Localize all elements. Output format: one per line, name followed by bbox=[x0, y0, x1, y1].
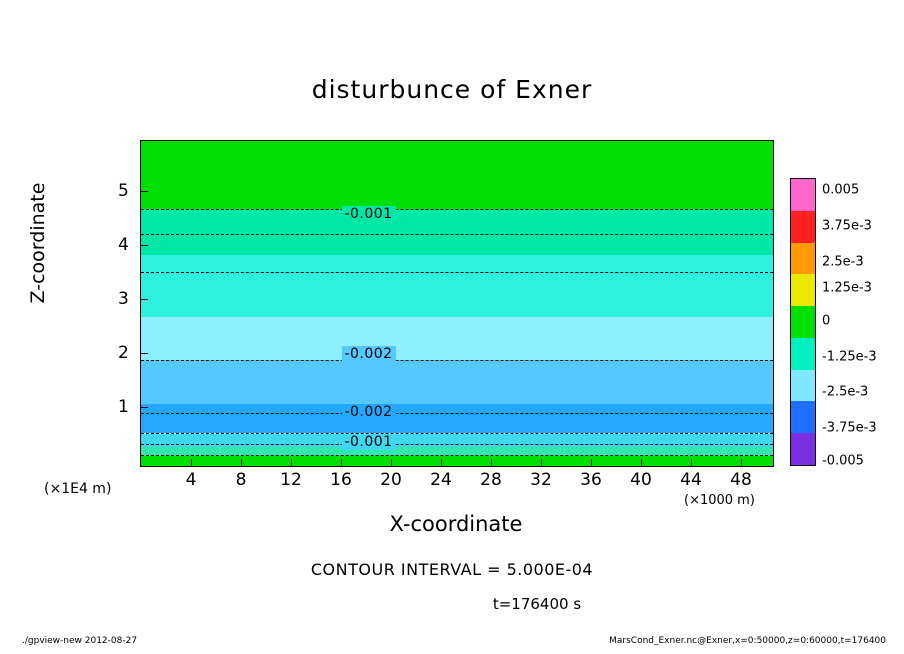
contour-label: -0.002 bbox=[341, 404, 395, 420]
contour-interval-note: CONTOUR INTERVAL = 5.000E-04 bbox=[310, 560, 594, 579]
colorbar-segment bbox=[791, 433, 815, 465]
x-tick-label: 32 bbox=[530, 470, 552, 490]
colorbar-label: 3.75e-3 bbox=[822, 218, 872, 234]
y-axis-label: Z-coordinate bbox=[27, 182, 49, 304]
y-tick-label: 2 bbox=[118, 343, 129, 363]
x-tick-label: 40 bbox=[630, 470, 652, 490]
y-tick-label: 1 bbox=[118, 397, 129, 417]
colorbar-segment bbox=[791, 179, 815, 211]
x-axis-label: X-coordinate bbox=[389, 512, 523, 536]
contour-line-5 bbox=[141, 413, 773, 414]
contour-line-4 bbox=[141, 360, 773, 361]
x-tick-mark bbox=[691, 459, 692, 466]
colorbar-segment bbox=[791, 243, 815, 275]
contour-line-7 bbox=[141, 444, 773, 445]
band-2 bbox=[141, 255, 773, 317]
contour-label: -0.001 bbox=[341, 206, 395, 222]
x-tick-label: 24 bbox=[430, 470, 452, 490]
y-tick-mark bbox=[141, 407, 148, 408]
colorbar-segment bbox=[791, 274, 815, 306]
y-tick-mark bbox=[141, 353, 148, 354]
band-6 bbox=[141, 434, 773, 448]
footer-left: ./gpview-new 2012-08-27 bbox=[22, 636, 138, 646]
band-0 bbox=[141, 141, 773, 209]
colorbar-label: 0 bbox=[822, 313, 831, 329]
band-5 bbox=[141, 404, 773, 434]
colorbar-label: -0.005 bbox=[822, 453, 864, 469]
x-tick-mark bbox=[591, 459, 592, 466]
contour-line-2 bbox=[141, 234, 773, 235]
x-tick-label: 44 bbox=[680, 470, 702, 490]
x-tick-label: 48 bbox=[730, 470, 752, 490]
band-1 bbox=[141, 209, 773, 255]
colorbar-segment bbox=[791, 306, 815, 338]
x-tick-mark bbox=[191, 459, 192, 466]
colorbar-label: 1.25e-3 bbox=[822, 280, 872, 296]
band-8 bbox=[141, 456, 773, 466]
contour-plot-area bbox=[140, 140, 774, 467]
contour-line-1 bbox=[141, 209, 773, 210]
x-tick-mark bbox=[441, 459, 442, 466]
x-tick-mark bbox=[491, 459, 492, 466]
colorbar-segment bbox=[791, 401, 815, 433]
x-tick-mark bbox=[741, 459, 742, 466]
colorbar-segment bbox=[791, 338, 815, 370]
y-tick-mark bbox=[141, 299, 148, 300]
y-tick-label: 3 bbox=[118, 289, 129, 309]
contour-line-6 bbox=[141, 433, 773, 434]
colorbar-label: -2.5e-3 bbox=[822, 384, 869, 400]
x-tick-label: 4 bbox=[185, 470, 197, 490]
x-tick-label: 12 bbox=[280, 470, 302, 490]
x-axis-unit: (×1000 m) bbox=[684, 493, 755, 508]
colorbar-label: -3.75e-3 bbox=[822, 420, 877, 436]
x-tick-label: 16 bbox=[330, 470, 352, 490]
contour-line-3 bbox=[141, 272, 773, 273]
colorbar-label: -1.25e-3 bbox=[822, 349, 877, 365]
colorbar bbox=[790, 178, 816, 466]
x-tick-label: 20 bbox=[380, 470, 402, 490]
band-4 bbox=[141, 360, 773, 403]
y-tick-mark bbox=[141, 245, 148, 246]
footer-right: MarsCond_Exner.nc@Exner,x=0:50000,z=0:60000,t=176400 bbox=[609, 636, 886, 646]
y-tick-mark bbox=[141, 191, 148, 192]
contour-line-8 bbox=[141, 455, 773, 456]
y-tick-label: 4 bbox=[118, 235, 129, 255]
colorbar-segment bbox=[791, 370, 815, 402]
x-tick-mark bbox=[291, 459, 292, 466]
contour-label: -0.002 bbox=[341, 346, 395, 362]
x-tick-mark bbox=[391, 459, 392, 466]
band-3 bbox=[141, 317, 773, 360]
page-title: disturbunce of Exner bbox=[311, 75, 593, 104]
x-tick-label: 8 bbox=[235, 470, 247, 490]
x-tick-mark bbox=[241, 459, 242, 466]
x-tick-mark bbox=[341, 459, 342, 466]
contour-label: -0.001 bbox=[341, 434, 395, 450]
colorbar-label: 0.005 bbox=[822, 182, 860, 198]
y-tick-label: 5 bbox=[118, 181, 129, 201]
y-axis-unit: (×1E4 m) bbox=[44, 481, 112, 497]
colorbar-segment bbox=[791, 211, 815, 243]
time-annotation: t=176400 s bbox=[492, 595, 582, 613]
x-tick-label: 36 bbox=[580, 470, 602, 490]
colorbar-label: 2.5e-3 bbox=[822, 254, 864, 270]
x-tick-mark bbox=[541, 459, 542, 466]
x-tick-label: 28 bbox=[480, 470, 502, 490]
x-tick-mark bbox=[641, 459, 642, 466]
